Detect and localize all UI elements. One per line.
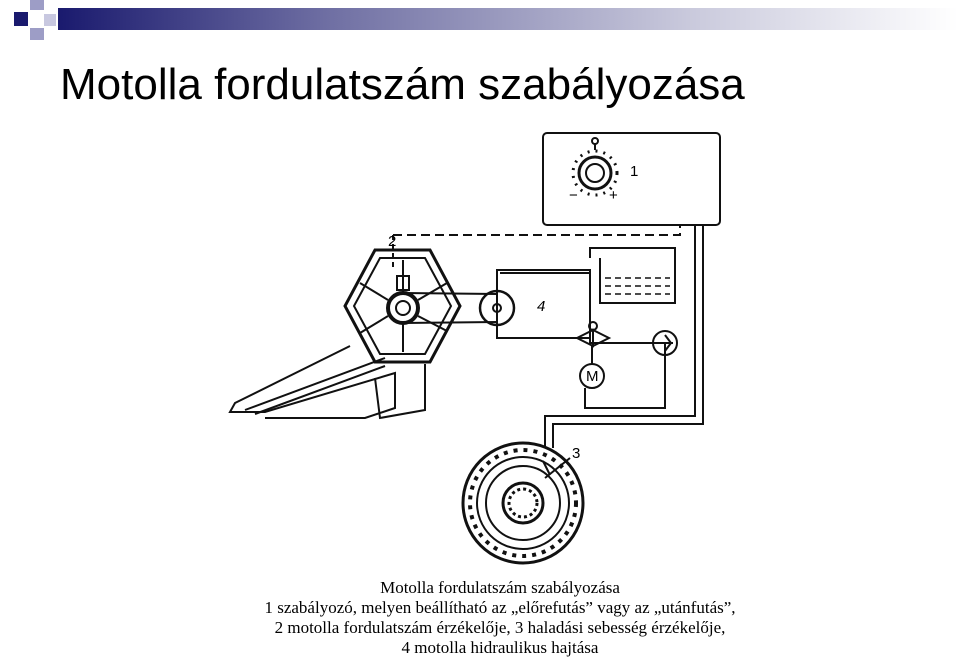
label-4: 4 bbox=[537, 298, 546, 315]
label-motor: M bbox=[586, 368, 599, 385]
label-minus: − bbox=[569, 187, 578, 204]
figure-caption bbox=[190, 578, 810, 658]
label-2: 2 bbox=[388, 233, 397, 250]
reel-speed-diagram bbox=[225, 128, 735, 578]
label-3: 3 bbox=[572, 445, 581, 462]
deco-square-dark bbox=[14, 12, 28, 26]
wheel-signal-line bbox=[545, 225, 695, 448]
header-gradient-bar bbox=[58, 8, 958, 30]
sensor-2-dashed-line bbox=[393, 225, 680, 235]
label-1: 1 bbox=[630, 163, 639, 180]
label-plus: + bbox=[609, 187, 618, 204]
reel-icon bbox=[345, 250, 460, 362]
header-decoration bbox=[0, 0, 959, 40]
deco-square-light bbox=[44, 14, 56, 26]
deco-square-light bbox=[30, 28, 44, 40]
slide-title: Motolla fordulatszám szabályozása bbox=[60, 60, 745, 109]
caption-heading: Motolla fordulatszám szabályozása bbox=[380, 578, 620, 597]
deco-square-light bbox=[30, 0, 44, 10]
caption-line-3: 4 motolla hidraulikus hajtása bbox=[401, 638, 599, 657]
caption-line-2: 2 motolla fordulatszám érzékelője, 3 haladási sebesség érzékelője, bbox=[274, 618, 726, 637]
caption-line-1: 1 szabályozó, melyen beállítható az „előrefutás” vagy az „utánfutás”, bbox=[264, 598, 736, 617]
